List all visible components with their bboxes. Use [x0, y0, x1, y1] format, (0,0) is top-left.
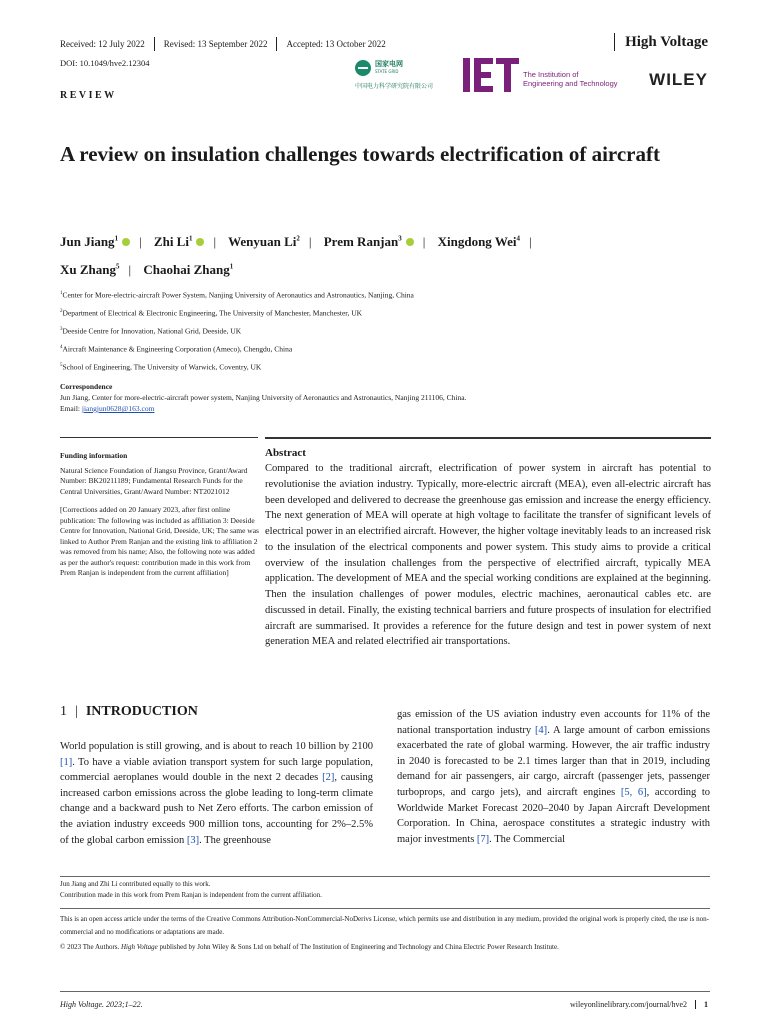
funding-text: Natural Science Foundation of Jiangsu Province, Grant/Award Number: BK20211189; Fundamental Research Funds for the Central Universities, Grant/Award Number: NT2021012 [60, 465, 248, 496]
divider [60, 908, 710, 909]
author[interactable]: Xingdong Wei$^4$ [437, 234, 520, 250]
divider [265, 437, 711, 439]
received-date: Received: 12 July 2022 [60, 39, 145, 49]
page-number: 1 [695, 1000, 708, 1009]
journal-name: High Voltage [614, 33, 708, 51]
author[interactable]: Chaohai Zhang$^1$ [143, 261, 234, 277]
citation-footer: High Voltage. 2023;1–22. [60, 1000, 143, 1009]
funding-info [60, 451, 260, 587]
correspondence-email-link[interactable]: jiangjun0628@163.com [81, 404, 155, 413]
article-section: REVIEW [60, 90, 117, 101]
footnote: Jun Jiang and Zhi Li contributed equally to this work. [60, 880, 211, 888]
stategrid-icon [355, 60, 371, 76]
wiley-logo: WILEY [649, 70, 708, 89]
author-list: Jun Jiang$^1$ | Zhi Li$^1$ | Wenyuan Li$^2$ | Prem Ranjan$^3$ | Xingdong Wei$^4$ | Xu Zhang$^5$ | Chaohai Zhang$^1$ [60, 234, 532, 277]
divider [60, 991, 710, 992]
license-statement [60, 913, 710, 954]
stategrid-subtitle: 中国电力科学研究院有限公司 [355, 83, 434, 90]
author[interactable]: Prem Ranjan$^3$ [324, 234, 414, 249]
stategrid-logo [355, 60, 403, 76]
citation-link[interactable]: [1] [60, 756, 73, 768]
footnotes [60, 879, 710, 901]
intro-column-left: World population is still growing, and is about to reach 10 billion by 2100 [1]. To have a viable aviation transport system for such large population, commercial aeroplanes would double in the next 2 decades [2], causing increased carbon emissions across the globe leading to long-term climate change and a backward push to Net Zero efforts. The carbon emission of the aviation industry exceeds 900 million tons, accounting for 2%–2.5% of the global carbon emission [3]. The greenhouse [60, 741, 373, 846]
footnote: Contribution made in this work from Prem Ranjan is independent from the current affiliation. [60, 891, 322, 899]
journal-url-link[interactable]: wileyonlinelibrary.com/journal/hve2 [569, 1000, 687, 1009]
correction-note: [Corrections added on 20 January 2023, after first online publication: The following was included as affiliation 3: Deeside Centre for Innovation, National Grid, Deeside, UK; The same was linked to Author Prem Ranjan and the existing link to affiliation 2 was removed from his name; Also, the following note was added as per the author's request: contribution made in this work from Prem Ranjan is independent from the current affiliation] [60, 505, 259, 577]
page-footer [570, 1000, 708, 1009]
accepted-date: Accepted: 13 October 2022 [276, 37, 394, 51]
article-title: A review on insulation challenges towards electrification of aircraft [60, 142, 660, 166]
affiliation: $^2$Department of Electrical & Electronic Engineering, The University of Manchester, Manchester, UK [60, 308, 363, 318]
license-text: This is an open access article under the terms of the Creative Commons Attribution-NonCommercial-NoDerivs License, which permits use and distribution in any medium, provided the original work is properly cited, the use is non-commercial and no modifications or adaptations are made. [60, 915, 709, 936]
publication-dates [60, 37, 395, 51]
iet-name: The Institution of Engineering and Technology [523, 70, 618, 88]
citation-link[interactable]: [3] [186, 834, 200, 846]
section-heading-introduction: 1 | INTRODUCTION [60, 704, 198, 719]
abstract-text: Compared to the traditional aircraft, electrification of power system in aircraft has potential to revolutionise the aviation industry. Typically, more-electric aircraft (MEA), even all-electric aircraft has been developed and delivered to decrease the greenhouse gas emission and increase the energy efficiency. The next generation of MEA will operate at high voltage to facilitate the transfer of significant levels of electrical power in an electrified aircraft. However, the higher voltage inevitably leads to an increased risk to the insulation of the electrical components and power system. This study aims to provide a critical overview of the insulation challenges from the perspective of electrified aircraft, typically MEA application. The development of MEA and the special working conditions are explained at the beginning. Then the insulation challenges of power modules, electric machines, aeronautical cables etc. are discussed in detail. Finally, the existing technical barriers and future prospects of insulation for electrified aircraft are summarised. It provides a reference for the future design and test in power system of next generation MEA and related electrified air transportations. [265, 463, 711, 648]
stategrid-cn-name: 国家电网 [375, 60, 403, 68]
divider [60, 437, 258, 438]
abstract [265, 447, 711, 650]
citation-link[interactable]: [4] [534, 724, 548, 736]
publisher-logos [355, 58, 708, 94]
intro-column-right: gas emission of the US aviation industry even accounts for 11% of the national transportation industry [4]. A large amount of carbon emissions exacerbated the rate of global warming. However, the air traffic industry in 2040 is forecasted to be 2.1 times larger than that in 2019, including demand for air passengers, air cargo, aircraft (passenger jets, passenger turboprops, and cargo jets), and aircraft engines [5, 6], according to Worldwide Market Forecast 2020–2040 by Japan Aircraft Development Corporation. In China, aerospace constitutes a strategic industry with major investments [7]. The Commercial [397, 709, 711, 845]
funding-heading: Funding information [60, 451, 128, 460]
citation-link[interactable]: [7] [476, 833, 490, 845]
doi: DOI: 10.1049/hve2.12304 [60, 58, 150, 68]
orcid-icon[interactable] [406, 238, 414, 246]
divider [60, 876, 710, 877]
correspondence-heading: Correspondence [60, 382, 113, 391]
affiliation: $^5$School of Engineering, The University of Warwick, Coventry, UK [60, 362, 262, 372]
stategrid-en-name: STATE GRID [375, 69, 399, 74]
copyright-text: © 2023 The Authors. High Voltage published by John Wiley & Sons Ltd on behalf of The Institution of Engineering and Technology and China Electric Power Research Institute. [60, 943, 559, 951]
affiliation: $^3$Deeside Centre for Innovation, National Grid, Deeside, UK [60, 326, 242, 336]
orcid-icon[interactable] [196, 238, 204, 246]
citation-link[interactable]: [2] [322, 772, 335, 784]
affiliation: $^4$Aircraft Maintenance & Engineering Corporation (Ameco), Chengdu, China [60, 344, 293, 354]
author[interactable]: Wenyuan Li$^2$ [228, 234, 300, 250]
affiliation-list [60, 286, 710, 376]
correspondence-address: Jun Jiang, Center for more-electric-aircraft power system, Nanjing University of Aeronautics and Astronautics, Nanjing 211106, China. [60, 393, 467, 402]
correspondence: Correspondence Jun Jiang, Center for more-electric-aircraft power system, Nanjing University of Aeronautics and Astronautics, Nanjing 211106, China. Email: jiangjun0628@163.com [60, 381, 710, 414]
orcid-icon[interactable] [122, 238, 130, 246]
revised-date: Revised: 13 September 2022 [154, 37, 277, 51]
author[interactable]: Jun Jiang$^1$ [60, 234, 130, 249]
iet-logo-icon [463, 58, 519, 92]
affiliation: $^1$Center for More-electric-aircraft Power System, Nanjing University of Aeronautics and Astronautics, Nanjing, China [60, 290, 414, 300]
author[interactable]: Zhi Li$^1$ [154, 234, 205, 249]
author[interactable]: Xu Zhang$^5$ [60, 261, 120, 277]
citation-link[interactable]: [5, 6] [620, 786, 647, 798]
abstract-heading: Abstract [265, 447, 306, 459]
